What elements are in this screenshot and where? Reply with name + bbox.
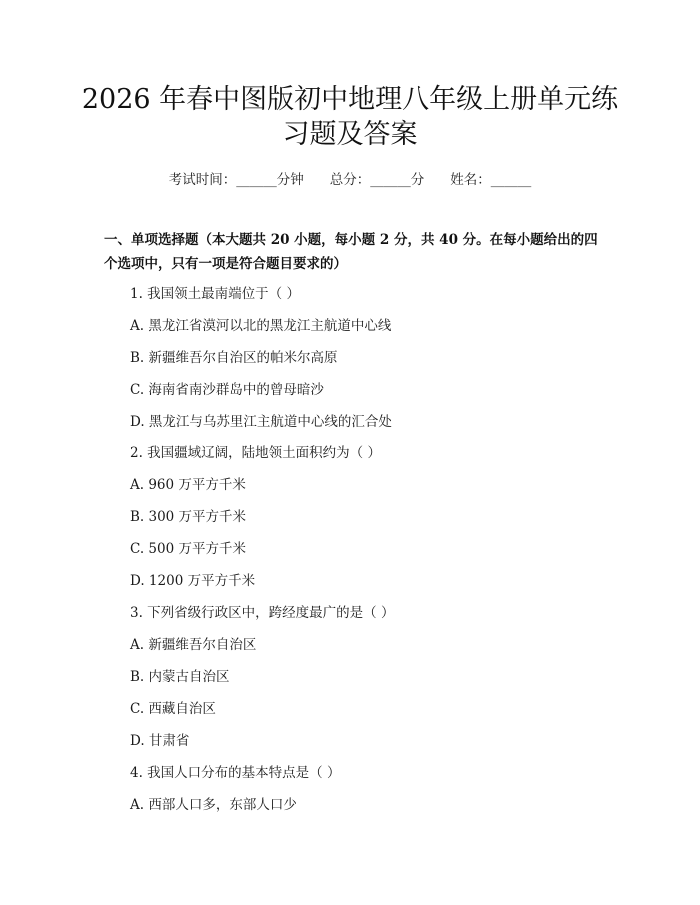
question-2-option-c: C. 500 万平方千米 xyxy=(130,541,246,557)
exam-time-field: 考试时间：______分钟 xyxy=(168,172,304,188)
question-4-option-a: A. 西部人口多，东部人口少 xyxy=(130,797,297,813)
question-1-option-d: D. 黑龙江与乌苏里江主航道中心线的汇合处 xyxy=(130,414,392,430)
question-2-option-b: B. 300 万平方千米 xyxy=(130,509,247,525)
page-title-line-2: 习题及答案 xyxy=(282,119,418,150)
question-2-option-a: A. 960 万平方千米 xyxy=(130,477,246,493)
question-3-option-c: C. 西藏自治区 xyxy=(130,701,216,717)
question-4-stem: 4. 我国人口分布的基本特点是（ ） xyxy=(130,765,341,781)
question-2-option-d: D. 1200 万平方千米 xyxy=(130,573,256,589)
question-3-stem: 3. 下列省级行政区中，跨经度最广的是（ ） xyxy=(130,605,395,621)
question-1-option-a: A. 黑龙江省漠河以北的黑龙江主航道中心线 xyxy=(130,318,392,334)
question-3-option-b: B. 内蒙古自治区 xyxy=(130,669,230,685)
page-title-line-1: 2026 年春中图版初中地理八年级上册单元练 xyxy=(81,84,619,115)
question-2-stem: 2. 我国疆域辽阔，陆地领土面积约为（ ） xyxy=(130,445,381,461)
question-3-option-d: D. 甘肃省 xyxy=(130,733,190,749)
student-name-field: 姓名：______ xyxy=(450,172,532,188)
section-heading: 一、单项选择题（本大题共 20 小题，每小题 2 分，共 40 分。在每小题给出的四个选项中，只有一项是符合题目要求的） xyxy=(104,232,598,272)
exam-meta-line xyxy=(0,168,700,188)
question-1-stem: 1. 我国领土最南端位于（ ） xyxy=(130,286,300,302)
question-3-option-a: A. 新疆维吾尔自治区 xyxy=(130,637,257,653)
question-1-option-b: B. 新疆维吾尔自治区的帕米尔高原 xyxy=(130,350,338,366)
total-score-field: 总分：______分 xyxy=(329,172,425,188)
question-1-option-c: C. 海南省南沙群岛中的曾母暗沙 xyxy=(130,382,324,398)
